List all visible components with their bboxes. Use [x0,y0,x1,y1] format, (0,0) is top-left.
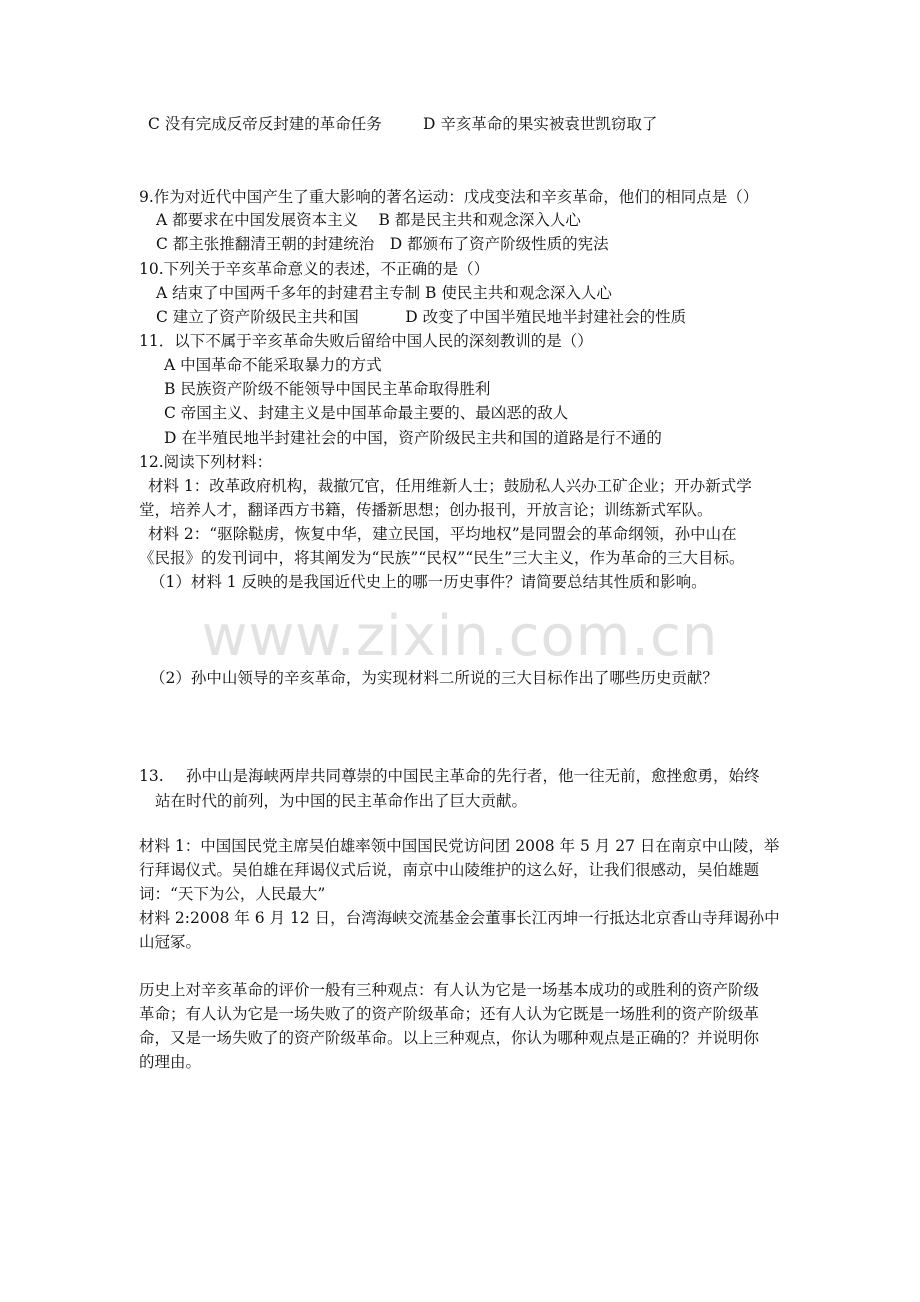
q10-options-cd: C 建立了资产阶级民主共和国 D 改变了中国半殖民地半封建社会的性质 [156,308,687,326]
q13-material2-line2: 山冠冢。 [139,933,202,951]
q13-material1-line3: 词：“天下为公，人民最大” [139,885,326,903]
q9-options-cd: C 都主张推翻清王朝的封建统治 D 都颁布了资产阶级性质的宪法 [156,235,609,253]
q8-option-d: D 辛亥革命的果实被袁世凯窃取了 [423,115,658,133]
q13-question-line1: 历史上对辛亥革命的评价一般有三种观点：有人认为它是一场基本成功的或胜利的资产阶级 [139,981,760,999]
q13-question-line3: 命，又是一场失败了的资产阶级革命。以上三种观点，你认为哪种观点是正确的？并说明你 [139,1029,760,1047]
q13-question-line2: 革命；有人认为它是一场失败了的资产阶级革命；还有人认为它既是一场胜利的资产阶级革 [139,1005,760,1023]
q13-material1-line2: 行拜谒仪式。吴伯雄在拜谒仪式后说，南京中山陵维护的这么好，让我们很感动，吴伯雄题 [139,861,760,879]
q13-intro-line2: 站在时代的前列，为中国的民主革命作出了巨大贡献。 [155,792,528,810]
q13-number: 13. [139,767,164,785]
watermark: www.zixin.com.cn [201,604,719,669]
q12-material1-line2: 堂，培养人才，翻译西方书籍，传播新思想；创办报刊，开放言论；训练新式军队。 [139,501,713,519]
q10-stem: 10.下列关于辛亥革命意义的表述，不正确的是（） [139,260,490,278]
q9-stem: 9.作为对近代中国产生了重大影响的著名运动：戊戌变法和辛亥革命，他们的相同点是（） [139,188,759,206]
q13-material2-line1: 材料 2:2008 年 6 月 12 日，台湾海峡交流基金会董事长江丙坤一行抵达北京香山寺拜谒孙中 [139,909,780,927]
q12-stem: 12.阅读下列材料： [139,453,273,471]
q12-material1-line1: 材料 1：改革政府机构，裁撤冗官，任用维新人士；鼓励私人兴办工矿企业；开办新式学 [148,477,752,495]
q12-material2-line1: 材料 2：“驱除鞑虏，恢复中华，建立民国，平均地权”是同盟会的革命纲领，孙中山在 [148,525,737,543]
q12-subquestion-1: （1）材料 1 反映的是我国近代史上的哪一历史事件？请简要总结其性质和影响。 [150,573,707,591]
q13-material1-line1: 材料 1：中国国民党主席吴伯雄率领中国国民党访问团 2008 年 5 月 27 日在南京中山陵，举 [139,837,780,855]
q9-options-ab: A 都要求在中国发展资本主义 B 都是民主共和观念深入人心 [156,211,581,229]
q12-subquestion-2: （2）孙中山领导的辛亥革命，为实现材料二所说的三大目标作出了哪些历史贡献？ [150,669,718,687]
q13-question-line4: 的理由。 [139,1053,202,1071]
q11-option-c: C 帝国主义、封建主义是中国革命最主要的、最凶恶的敌人 [164,404,569,422]
q8-option-c: C 没有完成反帝反封建的革命任务 [148,115,382,133]
q11-option-b: B 民族资产阶级不能领导中国民主革命取得胜利 [164,380,491,398]
q11-stem: 11．以下不属于辛亥革命失败后留给中国人民的深刻教训的是（） [139,332,593,350]
q11-option-d: D 在半殖民地半封建社会的中国，资产阶级民主共和国的道路是行不通的 [164,429,662,447]
q12-material2-line2: 《民报》的发刊词中，将其阐发为“民族”“民权”“民生”三大主义，作为革命的三大目标。 [139,549,745,567]
q11-option-a: A 中国革命不能采取暴力的方式 [164,356,382,374]
q10-options-ab: A 结束了中国两千多年的封建君主专制 B 使民主共和观念深入人心 [156,284,612,302]
q13-intro-line1: 孙中山是海峡两岸共同尊崇的中国民主革命的先行者，他一往无前，愈挫愈勇，始终 [186,767,760,785]
